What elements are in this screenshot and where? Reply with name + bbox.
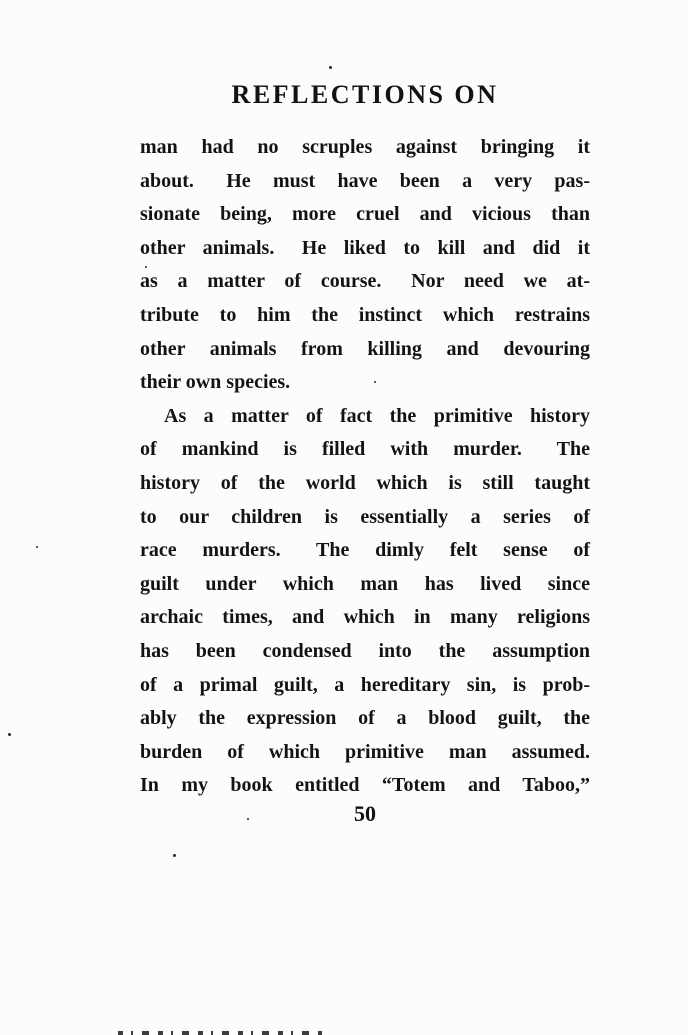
- text-line: archaic times, and which in many religions: [140, 606, 590, 629]
- scan-speck: [374, 381, 376, 383]
- scan-speck: [36, 546, 38, 548]
- scan-speck: [247, 818, 249, 820]
- cut-off-text-fragment: [118, 1031, 322, 1035]
- scan-speck: [329, 66, 332, 69]
- text-line: other animals. He liked to kill and did it: [140, 236, 590, 259]
- text-line: burden of which primitive man assumed.: [140, 740, 590, 763]
- page-body: [140, 131, 590, 803]
- running-header: REFLECTIONS ON: [231, 80, 499, 109]
- text-line: to our children is essentially a series of: [140, 505, 590, 528]
- scan-speck: [145, 266, 147, 268]
- text-line: about. He must have been a very pas-: [140, 169, 590, 192]
- text-line: of a primal guilt, a hereditary sin, is prob-: [140, 673, 590, 696]
- text-line: has been condensed into the assumption: [140, 639, 590, 662]
- text-line: other animals from killing and devouring: [140, 337, 590, 360]
- text-line: guilt under which man has lived since: [140, 572, 590, 595]
- text-line: history of the world which is still taught: [140, 471, 590, 494]
- text-line: of mankind is filled with murder. The: [140, 438, 590, 461]
- text-line: race murders. The dimly felt sense of: [140, 539, 590, 562]
- scan-speck: [8, 733, 11, 736]
- text-line: sionate being, more cruel and vicious than: [140, 203, 590, 226]
- text-line: tribute to him the instinct which restrains: [140, 303, 590, 326]
- text-line: In my book entitled “Totem and Taboo,”: [140, 774, 590, 797]
- text-line-paragraph-start: As a matter of fact the primitive history: [164, 404, 590, 427]
- page-number: 50: [354, 801, 376, 826]
- text-line: man had no scruples against bringing it: [140, 136, 590, 158]
- text-line: ably the expression of a blood guilt, the: [140, 707, 590, 730]
- text-line: as a matter of course. Nor need we at-: [140, 270, 590, 293]
- text-line-paragraph-end: their own species.: [140, 371, 291, 394]
- scan-speck: [173, 854, 176, 857]
- text-column: [140, 0, 590, 1035]
